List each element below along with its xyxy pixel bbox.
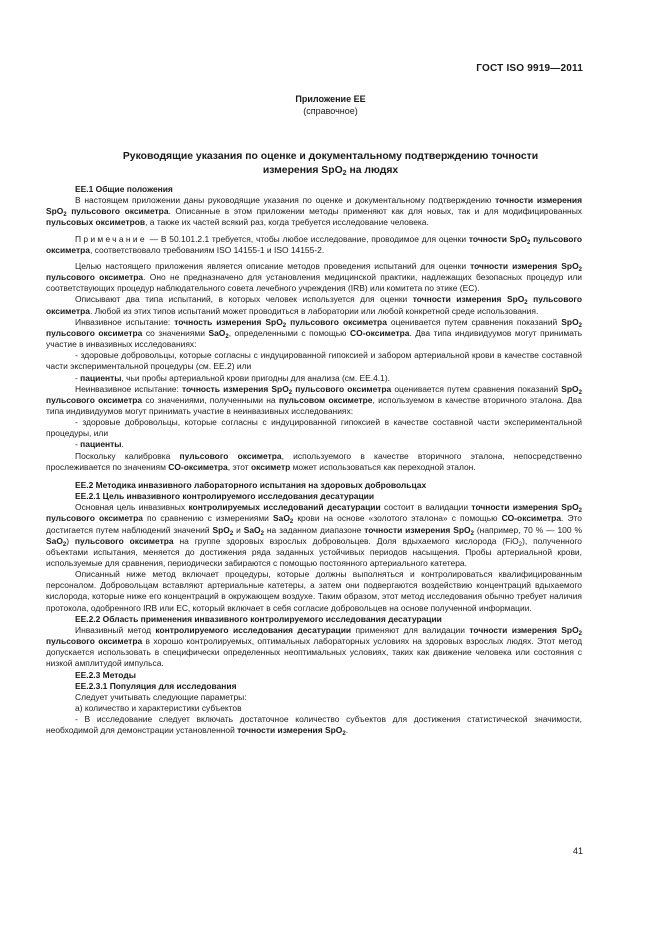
paragraph: Основная цель инвазивных контролируемых исследований десатурации состоит в валидации точности измерения SpO$_2$ пульсового оксиметра по сравнению с измерениями SaO$_2$ крови на основе «золотого эталона» с помощью CO-оксиметра. Это достигается путем наблюдений значений SpO$_2$ и SaO$_2$ на заданном диапазоне точности измерения SpO$_2$ (например, 70 % — 100 % SaO$_2$) пульсового оксиметра на группе здоровых взрослых добровольцев. Доля вдыхаемого кислорода (FiO$_2$), полученного объектами испытания, меняется до достижения ряда заданных устойчивых периодов насыщения. Пробы артериальной крови, используемые для сравнения, периодически забираются с помощью постоянного артериального катетера. (46, 502, 582, 568)
note-paragraph (46, 234, 582, 256)
title-line2-part1: измерения SpO (262, 165, 343, 176)
list-item: - пациенты. (75, 439, 124, 450)
annex-type: (справочное) (303, 106, 358, 116)
subsection-heading: ЕЕ.2.3.1 Популяция для исследования (75, 680, 237, 691)
paragraph: Инвазивное испытание: точность измерения SpO$_2$ пульсового оксиметра оценивается путем сравнения показаний SpO$_2$ пульсового оксиметра со значениями SaO$_2$, определенными с помощью CO-оксиметра. Два типа индивидуумов могут принимать участие в инвазивных исследованиях: (46, 316, 583, 350)
page-number: 41 (572, 846, 583, 856)
document-title-line1: Руководящие указания по оценке и документальному подтверждению точности (122, 151, 539, 162)
annex-heading (0, 93, 661, 117)
title-line2-subscript: 2 (342, 170, 347, 177)
note-text: — В 50.101.2.1 требуется, чтобы любое исследование, проводимое для оценки точности SpO$_2$ пульсового оксиметра, соответствовало требованиям ISO 14155-1 и ISO 14155-2. (46, 233, 583, 255)
subsection-heading: ЕЕ.2.1 Цель инвазивного контролируемого исследования десатурации (75, 491, 375, 502)
title-line2-part2: на людях (346, 165, 399, 176)
paragraph: Описывают два типа испытаний, в которых человек используется для оценки точности измерения SpO$_2$ пульсового оксиметра. Любой из этих типов испытаний может проводиться в лаборатории или любой конкретной среде использования. (46, 294, 582, 316)
document-body (46, 184, 582, 737)
paragraph: Целью настоящего приложения является описание методов проведения испытаний для оценки точности измерения SpO$_2$ пульсового оксиметра. Оно не предназначено для установления медицинской практики, надлежащих безопасных процедур или соответствующих процедур наблюдательного совета лечебного учреждения (IRB) или комитета по этике (ЕС). (46, 260, 583, 294)
paragraph: Инвазивный метод контролируемого исследования десатурации применяют для валидации точности измерения SpO$_2$ пульсового оксиметра в хорошо контролируемых, оптимальных лабораторных условиях на здоровых взрослых людях. Этот метод допускается использовать в специфически определенных неоптимальных условиях, таких как движение человека или состояния с низкой амплитудой импульса. (46, 624, 582, 669)
document-title (40, 150, 621, 178)
section-heading: ЕЕ.2 Методика инвазивного лабораторного испытания на здоровых добровольцах (75, 479, 427, 490)
note-label: Примечание (75, 233, 147, 244)
subsection-heading: ЕЕ.2.2 Область применения инвазивного контролируемого исследования десатурации (75, 613, 442, 624)
paragraph: - В исследование следует включать достаточное количество субъектов для достижения статистической значимости, необходимой для демонстрации установленной точности измерения SpO$_2$. (46, 714, 582, 738)
list-item: - здоровые добровольцы, которые согласны с индуцированной гипоксией в качестве составной части экспериментальной процедуры, или (46, 417, 582, 439)
section-heading: ЕЕ.1 Общие положения (75, 184, 173, 194)
list-item: - пациенты, чьи пробы артериальной крови пригодны для анализа (см. ЕЕ.4.1). (75, 372, 391, 383)
annex-title: Приложение ЕЕ (295, 94, 366, 104)
list-item: а) количество и характеристики субъектов (75, 703, 242, 714)
standard-header: ГОСТ ISO 9919—2011 (476, 63, 583, 74)
paragraph: Поскольку калибровка пульсового оксиметра, используемого в качестве вторичного эталона, непосредственно прослеживается по значениям CO-оксиметра, этот оксиметр может использоваться как переходной эталон. (46, 450, 582, 472)
list-item: - здоровые добровольцы, которые согласны с индуцированной гипоксией и забором артериальной крови в качестве составной части экспериментальной процедуры (см. ЕЕ.2) или (46, 350, 582, 372)
paragraph: Описанный ниже метод включает процедуры, которые должны выполняться и контролироваться квалифицированным персоналом. Добровольцам вставляют артериальные катетеры, а затем они подвергаются воздействию концентраций вдыхаемого кислорода, которые ниже его концентраций в окружающем воздухе. Таким образом, этот метод исследования обычно требует наличия протокола, одобренного IRB или ЕС, который включает в себя согласие добровольцев на основе полученной информации. (46, 569, 582, 613)
document-title-line2 (40, 164, 621, 178)
subsection-heading: ЕЕ.2.3 Методы (75, 669, 136, 680)
paragraph: Следует учитывать следующие параметры: (75, 691, 247, 702)
paragraph: В настоящем приложении даны руководящие указания по оценке и документальному подтверждению точности измерения SpO$_2$ пульсового оксиметра. Описанные в этом приложении методы применяют как для новых, так и для модифицированных пульсовых оксиметров, а также их частей всякий раз, когда требуется исследование человека. (46, 195, 582, 228)
paragraph: Неинвазивное испытание: точность измерения SpO$_2$ пульсового оксиметра оценивается путем сравнения показаний SpO$_2$ пульсового оксиметра со значениями, полученными на пульсовом оксиметре, используемом в качестве вторичного эталона. Два типа индивидуумов могут принимать участие в неинвазивных исследованиях: (46, 383, 582, 416)
